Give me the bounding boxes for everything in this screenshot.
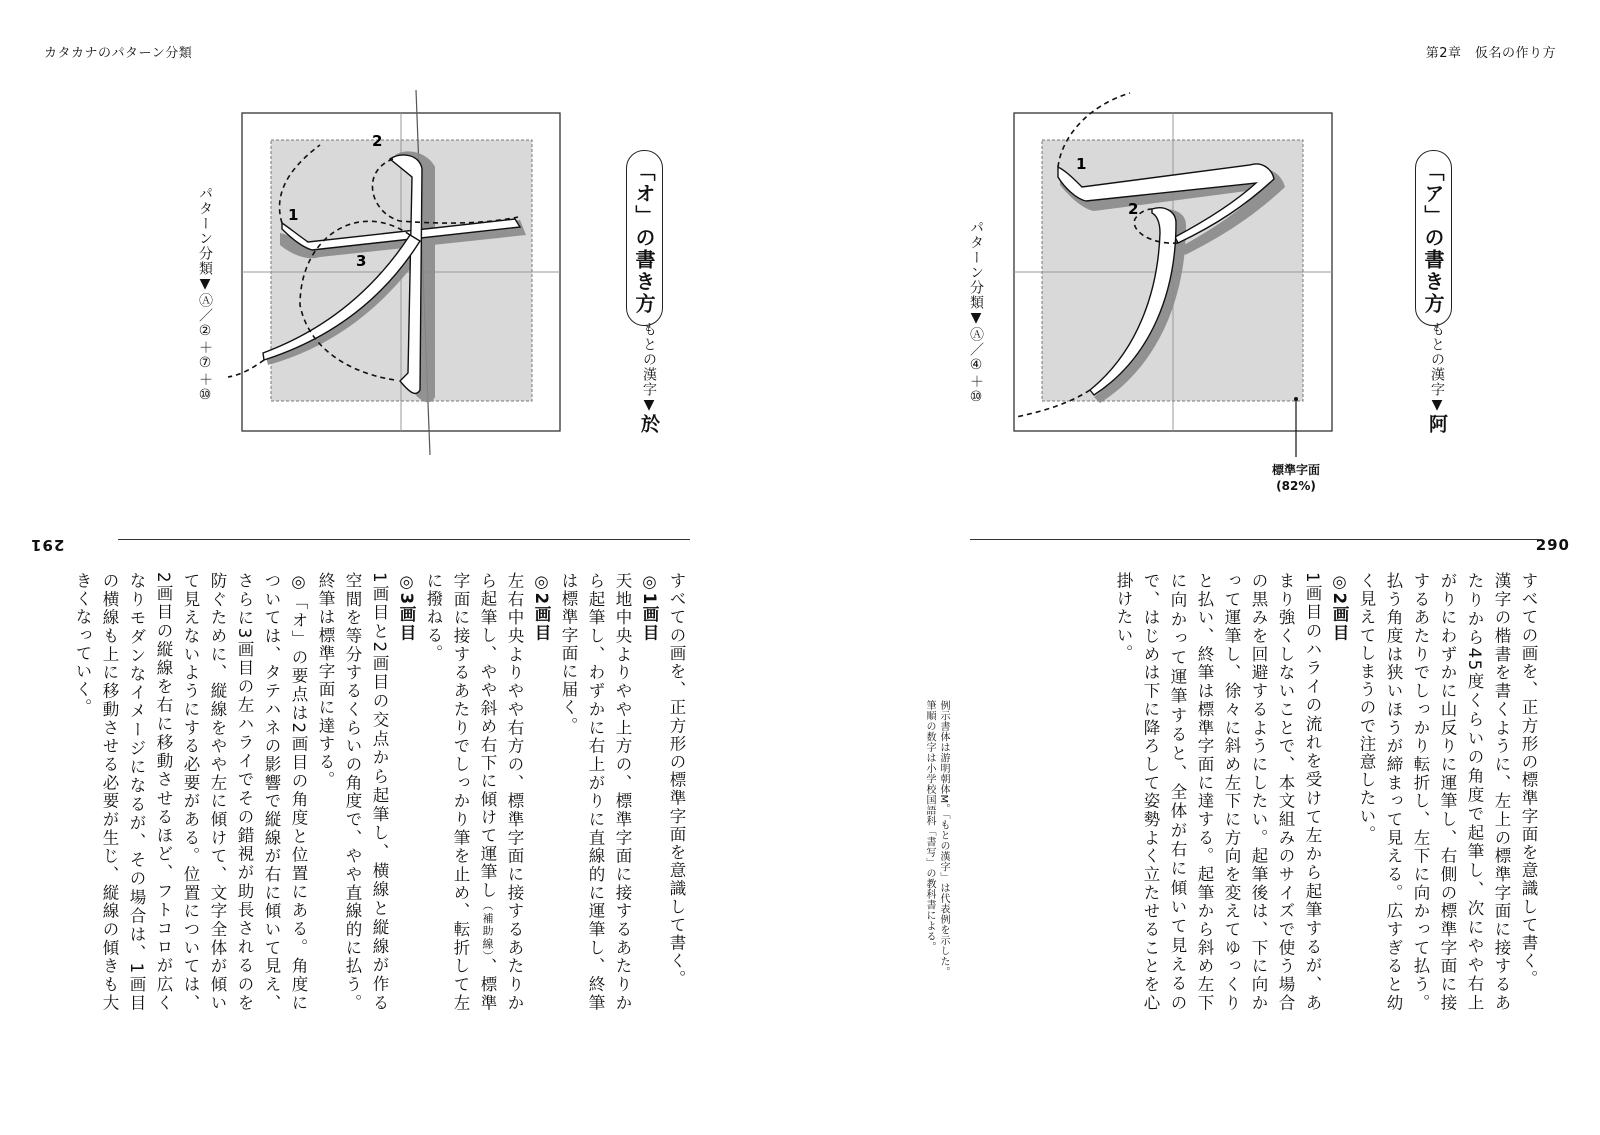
section-title-left: 「オ」の書き方: [626, 150, 663, 326]
note-line: 例示書体は游明朝体M。「もとの漢字」は代表例を示した。: [938, 700, 949, 978]
paragraph-annotation: （補助線）: [481, 899, 494, 958]
kanji-source-char: 阿: [1426, 414, 1448, 434]
right-page: [800, 0, 1600, 1135]
stroke-heading: ◎1画目: [640, 572, 659, 642]
paragraph-part: 左右中央よりやや右方の、標準字面に接するあたりから起筆し、やや斜め右下に傾けて運筆し: [478, 572, 524, 1012]
kanji-source-label: もとの漢字▼: [641, 322, 657, 414]
stroke-number-1: 1: [288, 206, 299, 224]
paragraph: 天地中央よりやや上方の、標準字面に接するあたりから起筆し、わずかに右上がりに直線的に運筆し、終筆は標準字面に届く。: [559, 572, 632, 1012]
page-number-right: 290: [1535, 536, 1570, 554]
pattern-classification-left: パターン分類▼Ⓐ／②＋⑦＋⑩: [197, 186, 213, 404]
standard-face-label: [1256, 462, 1336, 494]
divider-rule-right: [970, 539, 1542, 540]
paragraph: 1画目と2画目の交点から起筆し、横線と縦線が作る空間を等分するくらいの角度で、やや直線的に払う。終筆は標準字面に達する。: [316, 572, 389, 1012]
paragraph: ◎「オ」の要点は2画目の角度と位置にある。角度については、タテハネの影響で縦線が右に傾いて見え、さらに3画目の左ハライでその錯視が助長されるのを防ぐために、縦線をやや左に傾けて、文字全体が傾いて見えないようにする必要がある。位置については、2画目の縦線を右に移動させるほど、フトコロが広くなりモダンなイメージになるが、その場合は、1画目の横線も上に移動させる必要が生じ、縦線の傾きも大きくなっていく。: [73, 572, 308, 1012]
paragraph: 漢字の楷書を書くように、左上の標準字面に接するあたりから45度くらいの角度で起筆し、次にやや右上がりにわずかに山反りに運筆し、右側の標準字面に接するあたりでしっかり転折し、左下に向かって払う。払う角度は狭いほうが締まって見える。広すぎると幼く見えてしまうので注意したい。: [1357, 572, 1511, 1012]
running-head-left: カタカナのパターン分類: [44, 46, 193, 61]
stroke-heading: ◎2画目: [532, 572, 551, 642]
body-text-right: [1114, 572, 1542, 1012]
standard-face-label-percent: (82%): [1276, 479, 1316, 493]
note-line: 筆順の数字は小学校国語科「書写」の教科書による。: [924, 700, 935, 952]
kanji-source-right: [1424, 322, 1451, 434]
divider-rule-left: [118, 539, 690, 540]
pattern-classification-right: パターン分類▼Ⓐ／④＋⑩: [968, 220, 984, 406]
paragraph: すべての画を、正方形の標準字面を意識して書く。: [667, 572, 686, 989]
running-head-right: 第2章 仮名の作り方: [1425, 46, 1556, 61]
stroke-heading: ◎3画目: [397, 572, 416, 642]
stroke-number-3: 3: [356, 252, 367, 270]
stroke-number-1: 1: [1076, 155, 1087, 173]
standard-face-label-text: 標準字面: [1271, 463, 1320, 477]
kanji-source-left: [636, 322, 663, 434]
paragraph: [420, 572, 528, 1012]
kanji-source-label: もとの漢字▼: [1429, 322, 1445, 414]
stroke-number-2: 2: [372, 132, 383, 150]
glyph-diagram-a: [1000, 85, 1380, 485]
kanji-source-char: 於: [638, 414, 660, 434]
typeface-note: [922, 700, 950, 1000]
glyph-diagram-o: [230, 85, 570, 470]
body-text-left: [73, 572, 690, 1012]
paragraph-part: 、標準字面に接するあたりでしっかり筆を止め、転折して左に撥ねる。: [424, 572, 497, 1012]
stroke-heading: ◎2画目: [1330, 572, 1349, 642]
paragraph: すべての画を、正方形の標準字面を意識して書く。: [1519, 572, 1538, 989]
paragraph: 1画目のハライの流れを受けて左から起筆するが、あまり強くしないことで、本文組みのサイズで使う場合の黒みを回避するようにしたい。起筆後は、下に向かって運筆し、徐々に斜め左下に方向を変えてゆっくりと払い、終筆は標準字面に達する。起筆から斜め左下に向かって運筆すると、全体が右に傾いて見えるので、はじめは下に降ろして姿勢よく立たせることを心掛けたい。: [1114, 572, 1322, 1012]
section-title-right: 「ア」の書き方: [1415, 150, 1452, 326]
stroke-number-2: 2: [1128, 200, 1139, 218]
page-number-left: 291: [30, 536, 65, 554]
